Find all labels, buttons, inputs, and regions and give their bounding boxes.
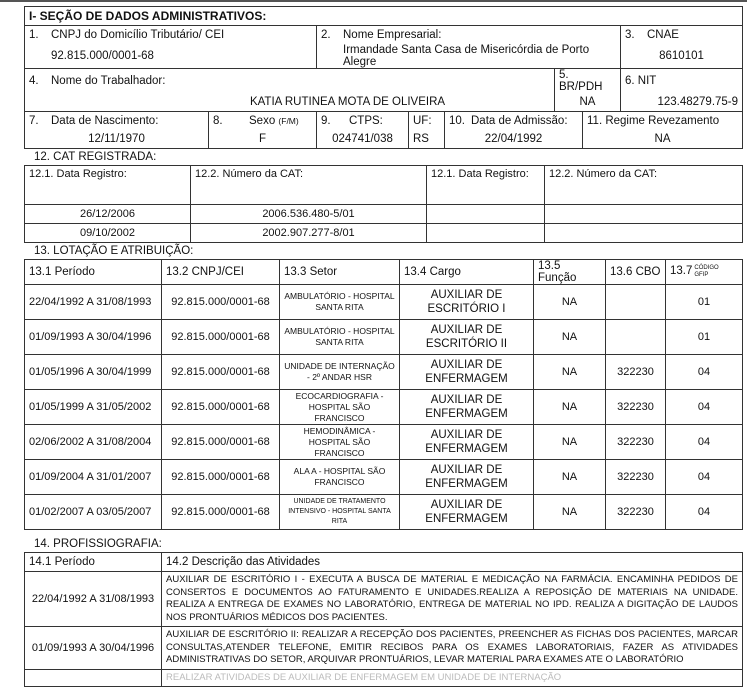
gfip-cell: 04 <box>666 355 743 390</box>
header-cbo: 13.6 CBO <box>606 260 666 285</box>
br-pdh-label: 5.BR/PDH <box>555 69 621 94</box>
cat-header-number-2: 12.2. Número da CAT: <box>545 166 743 205</box>
profissiografia-section-title: 14. PROFISSIOGRAFIA: <box>34 538 162 550</box>
section-title: I- SEÇÃO DE DADOS ADMINISTRATIVOS: <box>25 7 743 26</box>
period-cell: 22/04/1992 A 31/08/1993 <box>25 285 162 320</box>
cnpj-cell: 92.815.000/0001-68 <box>162 460 280 495</box>
header-funcao: 13.5 Função <box>534 260 606 285</box>
cnpj-label: 1. CNPJ do Domicílio Tributário/ CEI <box>25 26 317 45</box>
cnpj-value: 92.815.000/0001-68 <box>25 44 317 69</box>
cargo-cell: AUXILIAR DE ESCRITÓRIO I <box>400 285 534 320</box>
cat-date-2 <box>427 205 545 224</box>
ctps-label: 9. CTPS: <box>317 112 409 131</box>
setor-cell: AMBULATÓRIO - HOSPITAL SANTA RITA <box>280 320 400 355</box>
setor-cell: HEMODINÂMICA - HOSPITAL SÃO FRANCISCO <box>280 425 400 460</box>
cat-header-date-1: 12.1. Data Registro: <box>25 166 191 205</box>
setor-cell: UNIDADE DE TRATAMENTO INTENSIVO - HOSPITAL SANTA RITA <box>280 495 400 530</box>
cnae-value: 8610101 <box>621 44 743 69</box>
funcao-cell: NA <box>534 320 606 355</box>
cat-number: 2006.536.480-5/01 <box>191 205 427 224</box>
lotacao-row <box>25 460 743 495</box>
gfip-cell: 04 <box>666 425 743 460</box>
profissiografia-row <box>25 669 743 687</box>
cat-row <box>25 205 743 224</box>
funcao-cell: NA <box>534 460 606 495</box>
profissiografia-row <box>25 627 743 670</box>
nit-label: 6. NIT <box>621 69 743 94</box>
period-cell: 02/06/2002 A 31/08/2004 <box>25 425 162 460</box>
cbo-cell <box>606 285 666 320</box>
prof-description-cell: AUXILIAR DE ESCRITÓRIO I - EXECUTA A BUSCA DE MATERIAL E MEDICAÇÃO NA FARMÁCIA. ENCAMINHA PEDIDOS DE CONSERTOS E DOCUMENTOS AO FATURAMENTO E UNIDADES.REALIZA A REPOSIÇÃO DE MATERIAIS NA UNIDADE. REALIZA A ENTREGA DE EXAMES NO LABORATÓRIO, ENTREGA DE MATERIAL NO IPD. REALIZA A DIGITAÇÃO DE LAUDOS NOS PRONTUÁRIOS MÉDICOS DOS PACIENTES. <box>162 572 743 627</box>
period-cell: 01/09/1993 A 30/04/1996 <box>25 320 162 355</box>
period-cell: 01/05/1999 A 31/05/2002 <box>25 390 162 425</box>
cat-date-2 <box>427 224 545 243</box>
lotacao-row <box>25 390 743 425</box>
cat-number-2 <box>545 205 743 224</box>
worker-name-label: 4. Nome do Trabalhador: <box>25 69 555 94</box>
sex-value: F <box>209 130 317 149</box>
cat-date: 26/12/2006 <box>25 205 191 224</box>
cat-header-number-1: 12.2. Número da CAT: <box>191 166 427 205</box>
cnpj-cell: 92.815.000/0001-68 <box>162 355 280 390</box>
header-cnpj: 13.2 CNPJ/CEI <box>162 260 280 285</box>
funcao-cell: NA <box>534 285 606 320</box>
gfip-cell: 01 <box>666 285 743 320</box>
gfip-cell: 04 <box>666 460 743 495</box>
lotacao-row <box>25 320 743 355</box>
header-prof-descricao: 14.2 Descrição das Atividades <box>162 553 743 572</box>
cargo-cell: AUXILIAR DE ENFERMAGEM <box>400 495 534 530</box>
cbo-cell: 322230 <box>606 390 666 425</box>
ppp-document <box>24 6 742 687</box>
cargo-cell: AUXILIAR DE ENFERMAGEM <box>400 390 534 425</box>
cat-number: 2002.907.277-8/01 <box>191 224 427 243</box>
cat-header-date-2: 12.1. Data Registro: <box>427 166 545 205</box>
prof-period-cell: 01/09/1993 A 30/04/1996 <box>25 627 162 670</box>
sex-label: 8. Sexo (F/M) <box>209 112 317 131</box>
admission-date-label: 10. Data de Admissão: <box>445 112 583 131</box>
gfip-cell: 04 <box>666 495 743 530</box>
cat-date: 09/10/2002 <box>25 224 191 243</box>
cat-table <box>24 165 743 243</box>
cargo-cell: AUXILIAR DE ESCRITÓRIO II <box>400 320 534 355</box>
cbo-cell: 322230 <box>606 425 666 460</box>
cnpj-cell: 92.815.000/0001-68 <box>162 425 280 460</box>
profissiografia-table <box>24 552 743 687</box>
worker-name-value: KATIA RUTINEA MOTA DE OLIVEIRA <box>25 93 555 112</box>
uf-value: RS <box>409 130 445 149</box>
cat-number-2 <box>545 224 743 243</box>
lotacao-section-title: 13. LOTAÇÃO E ATRIBUIÇÃO: <box>34 245 194 257</box>
prof-description-cell: AUXILIAR DE ESCRITÓRIO II: REALIZAR A RECEPÇÃO DOS PACIENTES, PREENCHER AS FICHAS DOS PACIENTES, MARCAR CONSULTAS,ATENDER TELEFONE, EMITIR RECIBOS PARA OS EXAMES LABORATORIAIS, FAZER AS ATIVIDADES ADMINISTRATIVAS DO SETOR, ARQUIVAR PRONTUÁRIOS, LEVAR MATERIAL PARA EXAMES ATE O LABORATÓRIO <box>162 627 743 670</box>
prof-description-cell: REALIZAR ATIVIDADES DE AUXILIAR DE ENFERMAGEM EM UNIDADE DE INTERNAÇÃO <box>162 669 743 687</box>
gfip-cell: 01 <box>666 320 743 355</box>
ctps-value: 024741/038 <box>317 130 409 149</box>
cbo-cell <box>606 320 666 355</box>
cnpj-cell: 92.815.000/0001-68 <box>162 390 280 425</box>
cat-section-title: 12. CAT REGISTRADA: <box>34 151 157 163</box>
profissiografia-row <box>25 572 743 627</box>
lotacao-row <box>25 355 743 390</box>
cargo-cell: AUXILIAR DE ENFERMAGEM <box>400 460 534 495</box>
funcao-cell: NA <box>534 425 606 460</box>
gfip-cell: 04 <box>666 390 743 425</box>
cbo-cell: 322230 <box>606 460 666 495</box>
shift-regime-label: 11. Regime Revezamento <box>583 112 743 131</box>
setor-cell: ECOCARDIOGRAFIA - HOSPITAL SÃO FRANCISCO <box>280 390 400 425</box>
header-cargo: 13.4 Cargo <box>400 260 534 285</box>
shift-regime-value: NA <box>583 130 743 149</box>
cargo-cell: AUXILIAR DE ENFERMAGEM <box>400 425 534 460</box>
lotacao-row <box>25 425 743 460</box>
header-periodo: 13.1 Período <box>25 260 162 285</box>
setor-cell: AMBULATÓRIO - HOSPITAL SANTA RITA <box>280 285 400 320</box>
cnpj-cell: 92.815.000/0001-68 <box>162 495 280 530</box>
admin-data-section <box>24 6 743 149</box>
lotacao-row <box>25 285 743 320</box>
cnae-label: 3. CNAE <box>621 26 743 45</box>
page-top-border <box>0 0 747 2</box>
admission-date-value: 22/04/1992 <box>445 130 583 149</box>
cnpj-cell: 92.815.000/0001-68 <box>162 320 280 355</box>
header-prof-periodo: 14.1 Período <box>25 553 162 572</box>
setor-cell: ALA A - HOSPITAL SÃO FRANCISCO <box>280 460 400 495</box>
funcao-cell: NA <box>534 495 606 530</box>
prof-period-cell: 22/04/1992 A 31/08/1993 <box>25 572 162 627</box>
birth-date-value: 12/11/1970 <box>25 130 209 149</box>
lotacao-row <box>25 495 743 530</box>
cbo-cell: 322230 <box>606 495 666 530</box>
prof-period-cell <box>25 669 162 687</box>
period-cell: 01/02/2007 A 03/05/2007 <box>25 495 162 530</box>
cat-row <box>25 224 743 243</box>
cbo-cell: 322230 <box>606 355 666 390</box>
cnpj-cell: 92.815.000/0001-68 <box>162 285 280 320</box>
birth-date-label: 7. Data de Nascimento: <box>25 112 209 131</box>
lotacao-table <box>24 259 743 530</box>
period-cell: 01/05/1996 A 30/04/1999 <box>25 355 162 390</box>
br-pdh-value: NA <box>555 93 621 112</box>
period-cell: 01/09/2004 A 31/01/2007 <box>25 460 162 495</box>
funcao-cell: NA <box>534 390 606 425</box>
company-name-value: Irmandade Santa Casa de Misericórdia de Porto Alegre <box>317 44 621 69</box>
nit-value: 123.48279.75-9 <box>621 93 743 112</box>
setor-cell: UNIDADE DE INTERNAÇÃO - 2º ANDAR HSR <box>280 355 400 390</box>
uf-label: UF: <box>409 112 445 131</box>
header-setor: 13.3 Setor <box>280 260 400 285</box>
company-name-label: 2. Nome Empresarial: <box>317 26 621 45</box>
funcao-cell: NA <box>534 355 606 390</box>
header-gfip: 13.7 CÓDIGO GFIP <box>666 260 743 285</box>
cargo-cell: AUXILIAR DE ENFERMAGEM <box>400 355 534 390</box>
